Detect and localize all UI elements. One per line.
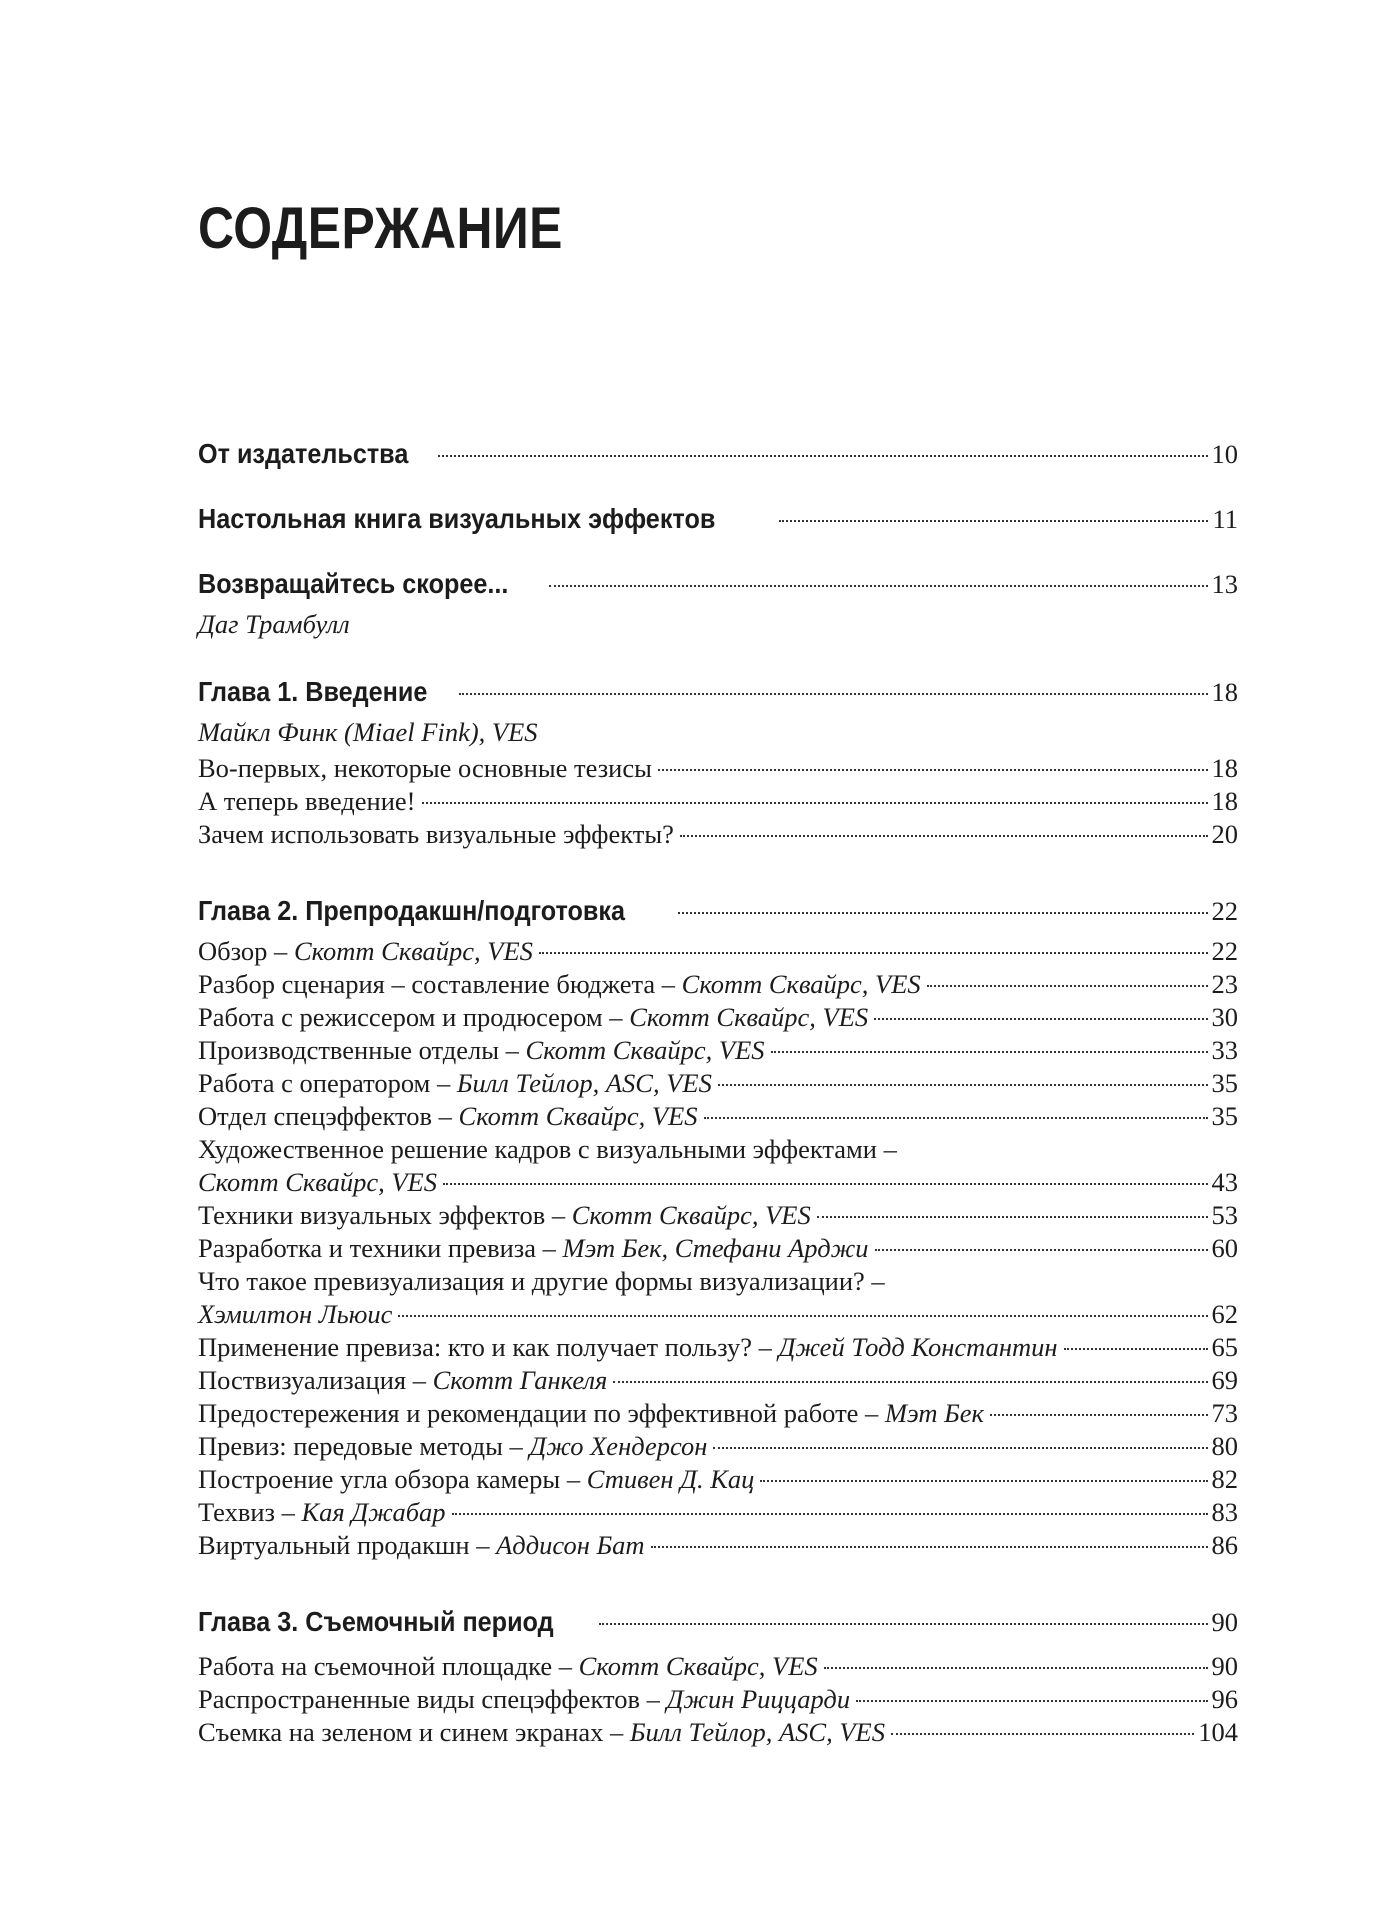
toc-page-number: 18 bbox=[1211, 786, 1238, 816]
toc-entry-text: Применение превиза: кто и как получает пользу? – bbox=[198, 1332, 779, 1362]
toc-entry-author: Скотт Сквайрс, VES bbox=[578, 1651, 818, 1681]
toc-chapter-title: Глава 3. Съемочный период bbox=[198, 1606, 554, 1637]
dot-leader bbox=[927, 985, 1208, 987]
toc-entry[interactable] bbox=[198, 1199, 1238, 1232]
toc-entry-author: Джо Хендерсон bbox=[529, 1431, 708, 1461]
dot-leader bbox=[422, 802, 1208, 804]
toc-page-number: 18 bbox=[1211, 677, 1238, 707]
toc-entry-title bbox=[198, 1364, 607, 1397]
toc-entry[interactable] bbox=[198, 1650, 1238, 1683]
dot-leader bbox=[875, 1249, 1208, 1251]
toc-author: Майкл Финк (Miael Fink), VES bbox=[198, 717, 538, 747]
toc-entry-text: Работа на съемочной площадке – bbox=[198, 1651, 579, 1681]
toc-entry-author: Билл Тейлор, ASC, VES bbox=[456, 1068, 712, 1098]
toc-entry-author: Скотт Ганкеля bbox=[432, 1365, 608, 1395]
toc-section[interactable] bbox=[198, 503, 1238, 543]
toc-entry-text: Работа с оператором – bbox=[198, 1068, 457, 1098]
toc-entry-text: Отдел спецэффектов – bbox=[198, 1101, 459, 1131]
toc-entry-text: Съемка на зеленом и синем экранах – bbox=[198, 1717, 630, 1747]
dot-leader bbox=[779, 520, 1209, 522]
toc-entry[interactable] bbox=[198, 1034, 1238, 1067]
toc-entry-title bbox=[198, 1199, 811, 1232]
toc-entry-title: Во-первых, некоторые основные тезисы bbox=[198, 753, 652, 783]
toc-entry-title bbox=[198, 1232, 869, 1265]
toc-entry[interactable] bbox=[198, 1100, 1238, 1133]
toc-entry-author: Стивен Д. Кац bbox=[586, 1464, 755, 1494]
dot-leader bbox=[824, 1667, 1208, 1669]
toc-entry[interactable] bbox=[198, 1364, 1238, 1397]
dot-leader bbox=[438, 455, 1208, 457]
toc-entry-title[interactable]: Что такое превизуализация и другие формы визуализации? – bbox=[198, 1266, 885, 1296]
toc-page-number: 62 bbox=[1211, 1299, 1238, 1329]
toc-page-number: 86 bbox=[1211, 1530, 1238, 1560]
toc-entry[interactable] bbox=[198, 1529, 1238, 1562]
toc-entry[interactable] bbox=[198, 1067, 1238, 1100]
toc-entry-text: Техвиз – bbox=[198, 1497, 302, 1527]
toc-entry-title bbox=[198, 1034, 765, 1067]
toc-chapter[interactable] bbox=[198, 895, 1238, 935]
toc-entry-text: Техники визуальных эффектов – bbox=[198, 1200, 572, 1230]
toc-author: Даг Трамбулл bbox=[198, 609, 350, 639]
toc-page-number: 18 bbox=[1211, 753, 1238, 783]
toc-entry[interactable] bbox=[198, 1683, 1238, 1716]
toc-entry[interactable] bbox=[198, 1166, 1238, 1199]
toc-section[interactable] bbox=[198, 568, 1238, 608]
toc-entry-author: Скотт Сквайрс, VES bbox=[681, 969, 921, 999]
toc-entry-author: Мэт Бек bbox=[884, 1398, 984, 1428]
toc-page-number: 82 bbox=[1211, 1464, 1238, 1494]
toc-entry-title bbox=[198, 935, 533, 968]
dot-leader bbox=[658, 769, 1208, 771]
dot-leader bbox=[891, 1733, 1194, 1735]
toc-entry[interactable] bbox=[198, 752, 1238, 785]
toc-entry-text: Работа с режиссером и продюсером – bbox=[198, 1002, 630, 1032]
toc-entry-author: Скотт Сквайрс, VES bbox=[198, 1167, 437, 1197]
toc-page-number: 13 bbox=[1211, 569, 1238, 599]
toc-entry-author: Хэмилтон Льюис bbox=[198, 1299, 393, 1329]
toc-entry-title bbox=[198, 1397, 984, 1430]
toc-page-number: 22 bbox=[1211, 936, 1238, 966]
toc-entry-title bbox=[198, 1716, 885, 1749]
toc-page-number: 96 bbox=[1211, 1684, 1238, 1714]
toc-entry-author: Скотт Сквайрс, VES bbox=[525, 1035, 765, 1065]
toc-entry-author: Мэт Бек, Стефани Арджи bbox=[562, 1233, 869, 1263]
toc-entry-title bbox=[198, 1529, 645, 1562]
toc-entry-author: Билл Тейлор, ASC, VES bbox=[629, 1717, 885, 1747]
toc-entry[interactable] bbox=[198, 1397, 1238, 1430]
toc-entry-title bbox=[198, 1683, 850, 1716]
toc-entry-author: Скотт Сквайрс, VES bbox=[458, 1101, 698, 1131]
toc-entry-title bbox=[198, 1650, 818, 1683]
dot-leader bbox=[459, 693, 1208, 695]
toc-entry-text: Превиз: передовые методы – bbox=[198, 1431, 530, 1461]
dot-leader bbox=[599, 1623, 1207, 1625]
toc-entry[interactable] bbox=[198, 1001, 1238, 1034]
toc-entry[interactable] bbox=[198, 1331, 1238, 1364]
dot-leader bbox=[452, 1513, 1208, 1515]
toc-section[interactable] bbox=[198, 438, 1238, 478]
toc-entry[interactable] bbox=[198, 1716, 1238, 1749]
toc-entry-author: Скотт Сквайрс, VES bbox=[629, 1002, 869, 1032]
toc-page-number: 35 bbox=[1211, 1101, 1238, 1131]
dot-leader bbox=[817, 1216, 1208, 1218]
toc-entry-title bbox=[198, 1001, 868, 1034]
toc-chapter-title: Глава 2. Препродакшн/подготовка bbox=[198, 895, 626, 926]
dot-leader bbox=[398, 1315, 1207, 1317]
toc-page-number: 30 bbox=[1211, 1002, 1238, 1032]
toc-entry-title[interactable]: Художественное решение кадров с визуальными эффектами – bbox=[198, 1134, 897, 1164]
toc-entry-author: Скотт Сквайрс, VES bbox=[571, 1200, 811, 1230]
toc-page-number: 10 bbox=[1211, 439, 1238, 469]
toc-page-number: 83 bbox=[1211, 1497, 1238, 1527]
toc-page-number: 20 bbox=[1211, 819, 1238, 849]
dot-leader bbox=[680, 835, 1208, 837]
toc-section-title: От издательства bbox=[198, 438, 409, 469]
toc-entry-author: Скотт Сквайрс, VES bbox=[293, 936, 533, 966]
toc-entry-text: Построение угла обзора камеры – bbox=[198, 1464, 587, 1494]
toc-entry-text: Разбор сценария – составление бюджета – bbox=[198, 969, 682, 999]
toc-page-number: 65 bbox=[1211, 1332, 1238, 1362]
toc-page-number: 43 bbox=[1211, 1167, 1238, 1197]
toc-entry-text: Распространенные виды спецэффектов – bbox=[198, 1684, 667, 1714]
dot-leader bbox=[1064, 1348, 1208, 1350]
toc-entry-title: А теперь введение! bbox=[198, 786, 416, 816]
dot-leader bbox=[613, 1381, 1207, 1383]
toc-section-title: Возвращайтесь скорее... bbox=[198, 568, 509, 599]
dot-leader bbox=[771, 1051, 1208, 1053]
dot-leader bbox=[539, 952, 1208, 954]
table-of-contents bbox=[198, 438, 1238, 1749]
toc-entry[interactable] bbox=[198, 968, 1238, 1001]
toc-entry-author: Джей Тодд Константин bbox=[778, 1332, 1058, 1362]
toc-page-number: 23 bbox=[1211, 969, 1238, 999]
toc-entry-title bbox=[198, 1430, 707, 1463]
toc-chapter[interactable] bbox=[198, 676, 1238, 716]
toc-page-number: 53 bbox=[1211, 1200, 1238, 1230]
toc-entry[interactable] bbox=[198, 1232, 1238, 1265]
dot-leader bbox=[874, 1018, 1207, 1020]
toc-entry-title bbox=[198, 1100, 698, 1133]
toc-page-number: 11 bbox=[1212, 504, 1238, 534]
toc-page-number: 90 bbox=[1211, 1607, 1238, 1637]
toc-entry-text: Предостережения и рекомендации по эффективной работе – bbox=[198, 1398, 885, 1428]
toc-entry[interactable] bbox=[198, 1463, 1238, 1496]
toc-entry-author: Кая Джабар bbox=[301, 1497, 446, 1527]
toc-entry[interactable] bbox=[198, 818, 1238, 851]
dot-leader bbox=[549, 585, 1208, 587]
toc-entry-title bbox=[198, 1463, 754, 1496]
toc-page-number: 90 bbox=[1211, 1651, 1238, 1681]
toc-entry[interactable] bbox=[198, 1298, 1238, 1331]
toc-chapter-title: Глава 1. Введение bbox=[198, 676, 428, 707]
toc-entry-title bbox=[198, 1331, 1058, 1364]
page-title: СОДЕРЖАНИЕ bbox=[198, 196, 563, 261]
toc-entry-text: Разработка и техники превиза – bbox=[198, 1233, 563, 1263]
toc-entry-title bbox=[198, 968, 921, 1001]
toc-section-title: Настольная книга визуальных эффектов bbox=[198, 503, 716, 534]
toc-entry-author: Джин Риццарди bbox=[666, 1684, 851, 1714]
toc-page-number: 33 bbox=[1211, 1035, 1238, 1065]
toc-entry-author: Аддисон Бат bbox=[496, 1530, 645, 1560]
toc-page-number: 104 bbox=[1198, 1717, 1238, 1747]
toc-entry-text: Виртуальный продакшн – bbox=[198, 1530, 497, 1560]
toc-chapter[interactable] bbox=[198, 1606, 1238, 1646]
dot-leader bbox=[856, 1700, 1207, 1702]
toc-page-number: 69 bbox=[1211, 1365, 1238, 1395]
toc-entry-title: Зачем использовать визуальные эффекты? bbox=[198, 819, 674, 849]
toc-entry-title bbox=[198, 1067, 712, 1100]
toc-page-number: 22 bbox=[1211, 896, 1238, 926]
toc-entry[interactable] bbox=[198, 1430, 1238, 1463]
dot-leader bbox=[704, 1117, 1208, 1119]
dot-leader bbox=[651, 1546, 1208, 1548]
toc-page-number: 80 bbox=[1211, 1431, 1238, 1461]
toc-entry-text: Обзор – bbox=[198, 936, 294, 966]
toc-page-number: 35 bbox=[1211, 1068, 1238, 1098]
dot-leader bbox=[760, 1480, 1207, 1482]
toc-entry[interactable] bbox=[198, 1496, 1238, 1529]
toc-entry[interactable] bbox=[198, 785, 1238, 818]
dot-leader bbox=[443, 1183, 1208, 1185]
dot-leader bbox=[678, 912, 1207, 914]
toc-entry-text: Поствизуализация – bbox=[198, 1365, 433, 1395]
dot-leader bbox=[713, 1447, 1207, 1449]
dot-leader bbox=[990, 1414, 1208, 1416]
toc-entry-text: Производственные отделы – bbox=[198, 1035, 526, 1065]
toc-entry[interactable] bbox=[198, 935, 1238, 968]
toc-page-number: 73 bbox=[1211, 1398, 1238, 1428]
toc-page-number: 60 bbox=[1211, 1233, 1238, 1263]
dot-leader bbox=[718, 1084, 1208, 1086]
toc-entry-title bbox=[198, 1496, 446, 1529]
